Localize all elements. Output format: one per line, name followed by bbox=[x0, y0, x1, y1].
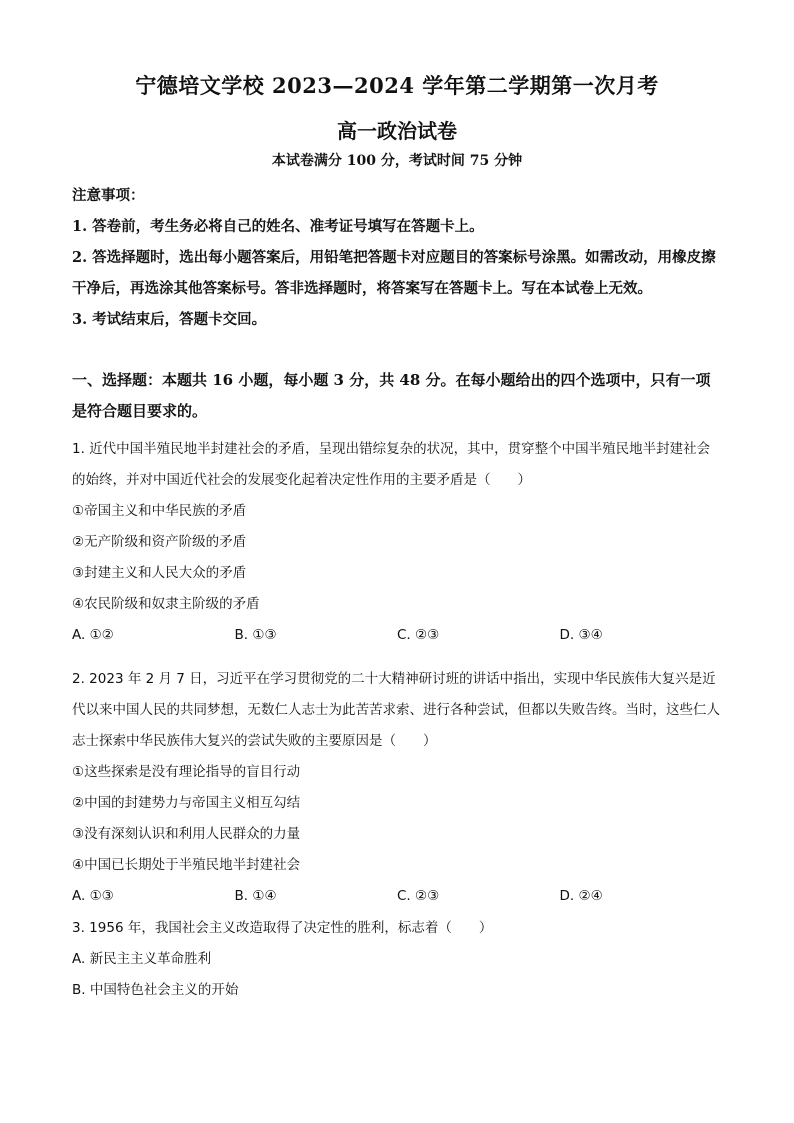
statement: ③没有深刻认识和利用人民群众的力量 bbox=[72, 826, 301, 842]
note-item-3: 3. 考试结束后，答题卡交回。 bbox=[72, 311, 267, 328]
option-a: A. ①③ bbox=[72, 888, 114, 904]
options-row bbox=[72, 881, 722, 912]
option-c: C. ②③ bbox=[397, 888, 440, 904]
question-stem: 2. 2023 年 2 月 7 日，习近平在学习贯彻党的二十大精神研讨班的讲话中指出，实现中华民族伟大复兴是近代以来中国人民的共同梦想，无数仁人志士为此苦苦求索、进行各种尝试，但都以失败告终。当时，这些仁人志士探索中华民族伟大复兴的尝试失败的主要原因是（ ） bbox=[72, 671, 720, 749]
exam-title: 宁德培文学校 2023—2024 学年第二学期第一次月考 bbox=[135, 73, 659, 98]
option-b: B. ①③ bbox=[234, 627, 277, 643]
exam-info: 本试卷满分 100 分，考试时间 75 分钟 bbox=[271, 153, 523, 169]
statement: ②无产阶级和资产阶级的矛盾 bbox=[72, 534, 247, 550]
option-d: D. ③④ bbox=[559, 627, 603, 643]
note-item-1: 1. 答卷前，考生务必将自己的姓名、准考证号填写在答题卡上。 bbox=[72, 218, 484, 235]
options-row bbox=[72, 620, 722, 651]
question-3 bbox=[72, 913, 722, 1006]
option-b: B. 中国特色社会主义的开始 bbox=[72, 982, 239, 998]
option-a: A. ①② bbox=[72, 627, 114, 643]
statement: ④农民阶级和奴隶主阶级的矛盾 bbox=[72, 596, 260, 612]
option-d: D. ②④ bbox=[559, 888, 603, 904]
statement: ①帝国主义和中华民族的矛盾 bbox=[72, 503, 247, 519]
statement: ③封建主义和人民大众的矛盾 bbox=[72, 565, 247, 581]
question-stem: 3. 1956 年，我国社会主义改造取得了决定性的胜利，标志着（ ） bbox=[72, 920, 493, 936]
option-c: C. ②③ bbox=[397, 627, 440, 643]
option-a: A. 新民主主义革命胜利 bbox=[72, 951, 212, 967]
section-heading: 一、选择题：本题共 16 小题，每小题 3 分，共 48 分。在每小题给出的四个选项中，只有一项是符合题目要求的。 bbox=[72, 371, 711, 420]
notes-heading: 注意事项： bbox=[72, 187, 145, 204]
question-stem: 1. 近代中国半殖民地半封建社会的矛盾，呈现出错综复杂的状况，其中，贯穿整个中国半殖民地半封建社会的始终，并对中国近代社会的发展变化起着决定性作用的主要矛盾是（ ） bbox=[72, 441, 711, 488]
statement: ①这些探索是没有理论指导的盲目行动 bbox=[72, 764, 301, 780]
question-2 bbox=[72, 664, 722, 912]
note-item-2: 2. 答选择题时，选出每小题答案后，用铅笔把答题卡对应题目的答案标号涂黑。如需改动，用橡皮擦干净后，再选涂其他答案标号。答非选择题时，将答案写在答题卡上。写在本试卷上无效。 bbox=[72, 249, 716, 297]
notes-block bbox=[72, 180, 722, 335]
statement: ④中国已长期处于半殖民地半封建社会 bbox=[72, 857, 301, 873]
question-1 bbox=[72, 434, 722, 651]
exam-subject: 高一政治试卷 bbox=[337, 119, 457, 143]
statement: ②中国的封建势力与帝国主义相互勾结 bbox=[72, 795, 301, 811]
option-b: B. ①④ bbox=[234, 888, 277, 904]
